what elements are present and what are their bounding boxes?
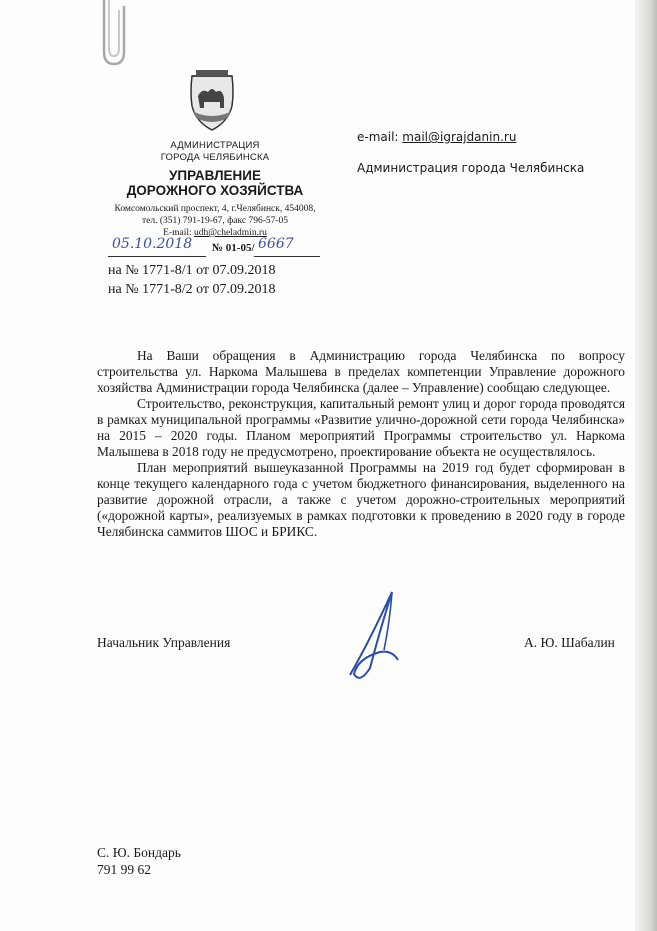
paper-edge-shadow xyxy=(635,0,657,931)
reference-1: на № 1771-8/1 от 07.09.2018 xyxy=(108,263,276,278)
dept-email-link[interactable]: udh@cheladmin.ru xyxy=(194,228,267,238)
department-address xyxy=(70,203,360,239)
executor-name: С. Ю. Бондарь xyxy=(97,845,181,860)
body-paragraph-3: План мероприятий вышеуказанной Программы на 2019 год будет сформирован в конце текущего календарного года с учетом бюджетного финансирования, выделенного на развитие дорожной отрасли, а также с учетом дорожно-строительных мероприятий («дорожной карты», реализуемых в рамках подготовки к проведению в 2020 году в городе Челябинска саммитов ШОС и БРИКС. xyxy=(97,460,625,539)
date-underline xyxy=(108,256,206,257)
paperclip-icon xyxy=(92,0,132,70)
body-paragraph-1: На Ваши обращения в Администрацию города Челябинска по вопросу строительства ул. Наркома Малышева в пределах компетенции Управление дорожного хозяйства Администрации города Челябинска (далее – Управление) сообщаю следующее. xyxy=(97,348,625,395)
signatory-name: А. Ю. Шабалин xyxy=(524,635,615,650)
recipient-email: e-mail: mail@igrajdanin.ru xyxy=(357,130,517,144)
letter-body xyxy=(97,348,625,540)
signatory-position: Начальник Управления xyxy=(97,635,231,650)
coat-of-arms-icon xyxy=(186,68,238,132)
dept-line2: ДОРОЖНОГО ХОЗЯЙСТВА xyxy=(126,183,304,198)
dept-line1: УПРАВЛЕНИЕ xyxy=(168,168,261,183)
department-title xyxy=(70,168,360,198)
handwritten-date: 05.10.2018 xyxy=(112,236,193,252)
email-line: E-mail: udh@cheladmin.ru xyxy=(163,228,267,238)
admin-line2: ГОРОДА ЧЕЛЯБИНСКА xyxy=(160,152,270,163)
address-line: Комсомольский проспект, 4, г.Челябинск, 454008, xyxy=(114,204,316,214)
reference-2: на № 1771-8/2 от 07.09.2018 xyxy=(108,282,276,297)
admin-line1: АДМИНИСТРАЦИЯ xyxy=(170,140,260,151)
number-underline xyxy=(254,256,320,257)
recipient-org: Администрация города Челябинска xyxy=(357,161,585,175)
handwritten-number: 6667 xyxy=(258,236,294,252)
body-paragraph-2: Строительство, реконструкция, капитальный ремонт улиц и дорог города проводятся в рамках муниципальной программы «Развитие улично-дорожной сети города Челябинска» на 2015 – 2020 годы. Планом мероприятий Программы строительство ул. Наркома Малышева в 2018 году не предусмотрено, проектирование объекта не осуществлялось. xyxy=(97,396,625,459)
handwritten-signature-icon xyxy=(340,580,420,690)
phones-line: тел. (351) 791-19-67, факс 796-57-05 xyxy=(141,216,289,226)
executor-phone: 791 99 62 xyxy=(97,862,151,877)
recipient-email-link[interactable]: mail@igrajdanin.ru xyxy=(402,130,517,144)
administration-title xyxy=(70,140,360,164)
reg-number-label: № 01-05/ xyxy=(212,242,255,254)
